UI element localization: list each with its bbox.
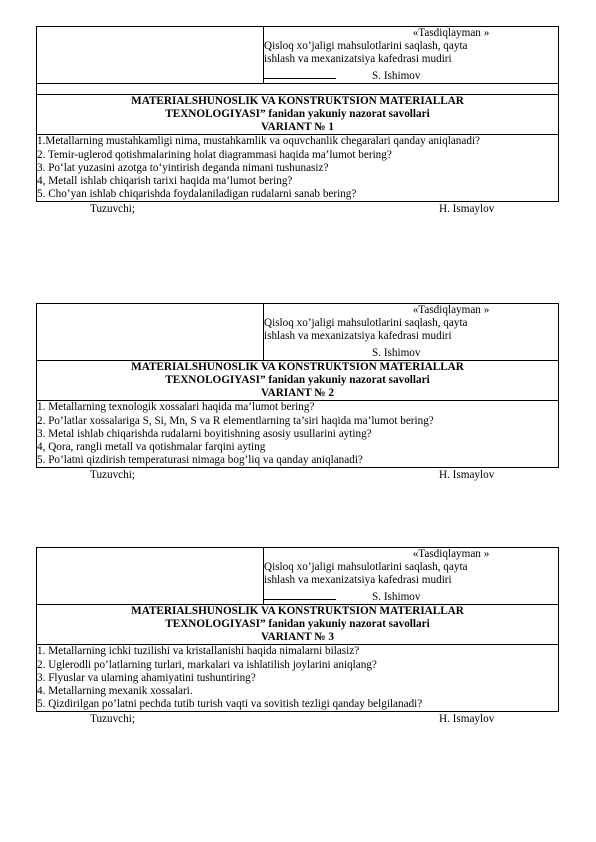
exam-card-table [36,26,559,202]
exam-heading [37,360,559,401]
approval-department-line-2: ishlash va mexanizatsiya kafedrasi mudiri [264,330,452,343]
approval-title: «Tasdiqlayman » [412,27,490,39]
author-label: Tuzuvchi; [90,203,135,216]
exam-heading [37,94,559,135]
approver-name: S. Ishimov [372,590,421,603]
author-row [36,713,559,729]
question-item: 4. Metallarning mexanik xossalari. [37,685,193,698]
question-item: 3. Metal ishlab chiqarishda rudalarni boyitishning asosiy usullarini ayting? [37,427,372,440]
variant-number: VARIANT № 3 [261,631,334,644]
approval-block [264,548,559,605]
author-label: Tuzuvchi; [90,713,135,726]
signature-row [264,344,558,360]
approval-department-line-1: Qisloq xo’jaligi mahsulotlarini saqlash, qayta [264,317,468,330]
subject-title-line-2: TEXNOLOGIYASI” fanidan yakuniy nazorat savollari [165,618,430,631]
author-name: H. Ismaylov [439,469,495,482]
author-name: H. Ismaylov [439,203,495,216]
question-item: 3. Po‘lat yuzasini azotga to‘yintirish deganda nimani tushunasiz? [37,161,329,174]
questions-list [37,645,559,712]
question-item: 4, Qora, rangli metall va qotishmalar farqini ayting [37,441,266,454]
subject-title-line-1: MATERIALSHUNOSLIK VA KONSTRUKTSION MATERIALLAR [131,604,464,617]
signature-line [264,588,336,600]
exam-card-table [36,303,559,468]
approval-block [264,27,559,84]
subject-title-line-2: TEXNOLOGIYASI” fanidan yakuniy nazorat savollari [165,108,430,121]
approval-title: «Tasdiqlayman » [412,548,490,560]
author-row [36,469,559,485]
question-item: 2. Po’latlar xossalariga S, Si, Mn, S va R elementlarning ta’siri haqida ma’lumot bering? [37,414,434,427]
blank-cell [37,304,264,361]
question-item: 5. Cho’yan ishlab chiqarishda foydalaniladigan rudalarni sanab bering? [37,188,357,201]
approver-name: S. Ishimov [372,69,421,82]
signature-line [264,67,336,79]
approval-title: «Tasdiqlayman » [412,304,490,316]
approval-department-line-2: ishlash va mexanizatsiya kafedrasi mudiri [264,574,452,587]
author-label: Tuzuvchi; [90,469,135,482]
subject-title-line-1: MATERIALSHUNOSLIK VA KONSTRUKTSION MATERIALLAR [131,360,464,373]
questions-list [37,135,559,202]
variant-number: VARIANT № 2 [261,387,334,400]
exam-card-1 [36,26,559,219]
question-item: 5. Qizdirilgan po’latni pechda tutib turish vaqti va sovitish tezligi qanday belgilanadi? [37,698,423,711]
approval-department-line-2: ishlash va mexanizatsiya kafedrasi mudiri [264,53,452,66]
question-item: 1.Metallarning mustahkamligi nima, mustahkamlik va oquvchanlik chegaralari qanday aniqlanadi? [37,135,481,148]
approval-department-line-1: Qisloq xo’jaligi mahsulotlarini saqlash, qayta [264,561,468,574]
approver-name: S. Ishimov [372,346,421,359]
subject-title-line-1: MATERIALSHUNOSLIK VA KONSTRUKTSION MATERIALLAR [131,94,464,107]
signature-row [264,67,558,83]
question-item: 3. Flyuslar va ularning ahamiyatini tushuntiring? [37,671,256,684]
approval-department-line-1: Qisloq xo’jaligi mahsulotlarini saqlash, qayta [264,40,468,53]
question-item: 5. Po’latni qizdirish temperaturasi nimaga bog’liq va qanday aniqlanadi? [37,454,363,467]
question-item: 4, Metall ishlab chiqarish tarixi haqida ma’lumot bering? [37,175,293,188]
variant-number: VARIANT № 1 [261,121,334,134]
blank-cell [37,548,264,605]
author-name: H. Ismaylov [439,713,495,726]
subject-title-line-2: TEXNOLOGIYASI” fanidan yakuniy nazorat savollari [165,374,430,387]
exam-heading [37,604,559,645]
question-item: 2. Uglerodli po’latlarning turlari, markalari va ishlatilish joylarini aniqlang? [37,658,377,671]
question-item: 2. Temir-uglerod qotishmalarining holat diagrammasi haqida ma’lumot bering? [37,148,392,161]
exam-card-table [36,547,559,712]
spacer-row [37,83,559,94]
author-row [36,203,559,219]
question-item: 1. Metallarning texnologik xossalari haqida ma’lumot bering? [37,401,315,414]
signature-line [264,344,336,356]
exam-card-3 [36,547,559,729]
questions-list [37,401,559,468]
blank-cell [37,27,264,84]
signature-row [264,588,558,604]
question-item: 1. Metallarning ichki tuzilishi va kristallanishi haqida nimalarni bilasiz? [37,645,360,658]
exam-card-2 [36,303,559,485]
approval-block [264,304,559,361]
